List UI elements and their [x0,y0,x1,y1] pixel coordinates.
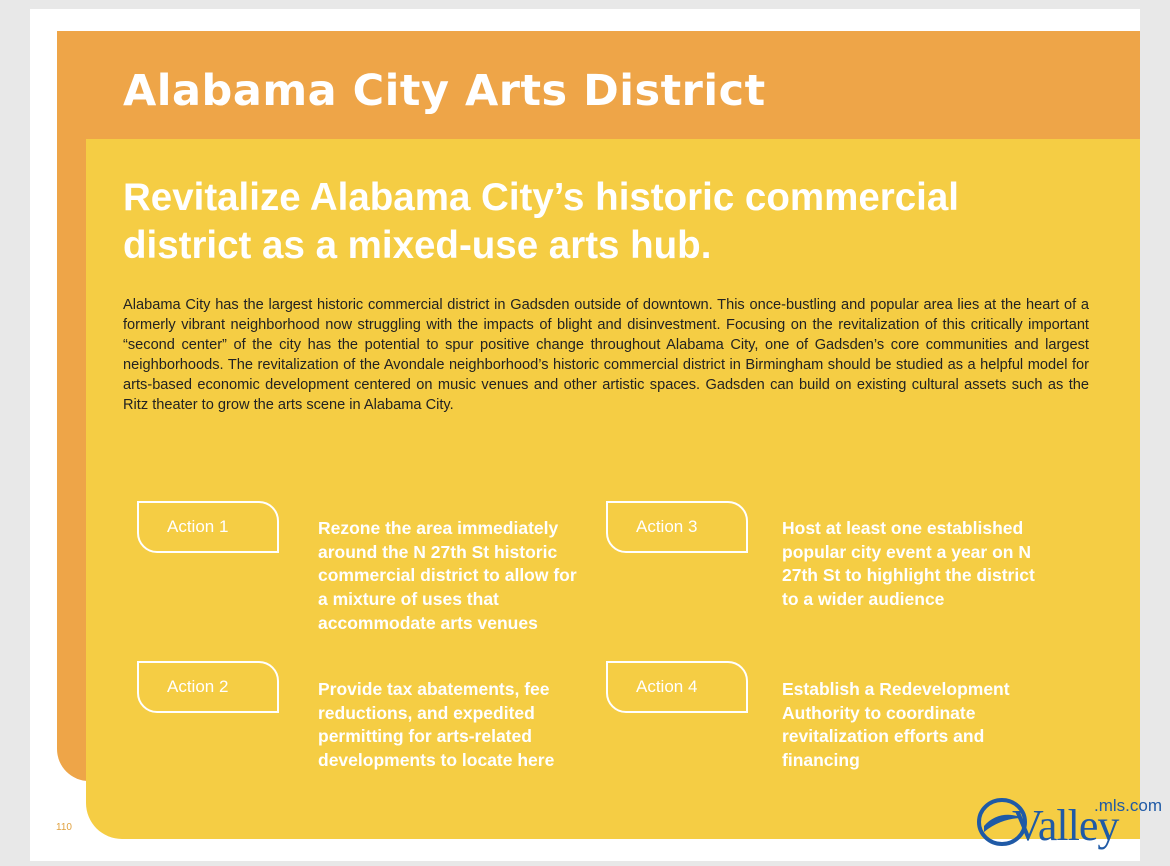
action-4-description: Establish a Redevelopment Authority to coordinate revitalization efforts and financing [782,679,1010,771]
action-2-description: Provide tax abatements, fee reductions, and expedited permitting for arts-related developments to locate here [318,679,555,771]
intro-paragraph: Alabama City has the largest historic commercial district in Gadsden outside of downtown. This once-bustling and popular area lies at the heart of a formerly vibrant neighborhood now struggling with the impacts of blight and disinvestment. Focusing on the revitalization of this critically important “second center” of the city has the potential to spur positive change throughout Alabama City, one of Gadsden’s core communities and largest neighborhoods. The revitalization of the Avondale neighborhood’s historic commercial district in Birmingham should be studied as a helpful model for arts-based economic development centered on music venues and other artistic spaces. Gadsden can build on existing cultural assets such as the Ritz theater to grow the arts scene in Alabama City. [123,297,1089,414]
page-title: Alabama City Arts District [123,66,766,116]
action-3-tag: Action 3 [606,501,748,553]
action-2-tag: Action 2 [137,661,279,713]
watermark-domain: .mls.com [1094,796,1162,815]
page-number: 110 [56,822,72,833]
action-4-tag: Action 4 [606,661,748,713]
page-subtitle: Revitalize Alabama City’s historic commercial district as a mixed-use arts hub. [123,176,959,267]
watermark-brand: Valley [1012,801,1119,850]
action-1-description: Rezone the area immediately around the N 27th St historic commercial district to allow for a mixture of uses that accommodate arts venues [318,518,577,633]
action-1-tag: Action 1 [137,501,279,553]
valley-mls-watermark [974,796,1170,856]
action-3-description: Host at least one established popular city event a year on N 27th St to highlight the district to a wider audience [782,518,1035,610]
